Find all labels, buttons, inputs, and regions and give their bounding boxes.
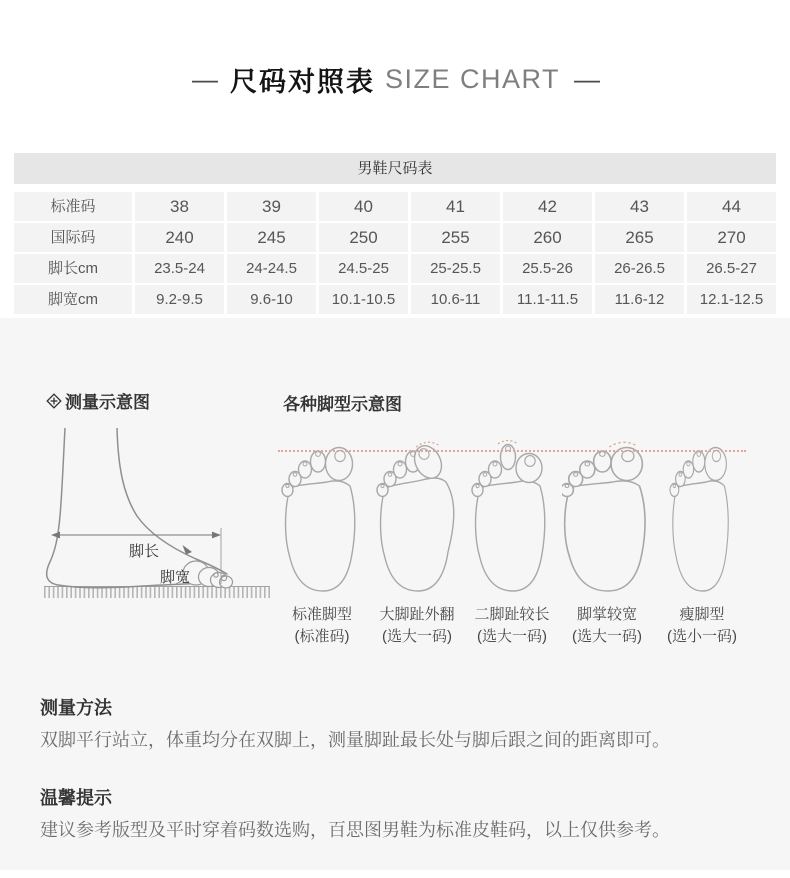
row-label: 脚长cm: [14, 254, 132, 283]
table-cell: 24-24.5: [227, 254, 316, 283]
foot-thin-illustration: [657, 440, 747, 592]
diamond-plus-icon: [46, 393, 62, 409]
foot-length-label: 脚长: [128, 543, 160, 560]
table-cell: 42: [503, 192, 592, 221]
size-table: [14, 153, 776, 314]
table-cell: 24.5-25: [319, 254, 408, 283]
foot-types-heading-label: 各种脚型示意图: [283, 395, 402, 414]
measure-heading-label: 测量示意图: [65, 393, 150, 412]
foot-type-advice: (选小一码): [667, 628, 737, 645]
info-panel: [0, 318, 790, 870]
table-cell: 43: [595, 192, 684, 221]
foot-type-name: 脚掌较宽: [576, 606, 637, 623]
table-cell: 44: [687, 192, 776, 221]
method-body: 双脚平行站立，体重均分在双脚上，测量脚趾最长处与脚后跟之间的距离即可。: [40, 730, 670, 750]
table-cell: 41: [411, 192, 500, 221]
table-cell: 240: [135, 223, 224, 252]
table-cell: 9.2-9.5: [135, 285, 224, 314]
table-cell: 10.6-11: [411, 285, 500, 314]
foot-type-name: 二脚趾较长: [474, 606, 550, 623]
table-cell: 10.1-10.5: [319, 285, 408, 314]
title-dash-left: —: [191, 64, 216, 94]
size-table-grid: [14, 192, 776, 314]
foot-type-long-second-toe: [466, 440, 558, 648]
table-cell: 255: [411, 223, 500, 252]
title-dash-right: —: [574, 64, 599, 94]
foot-bunion-illustration: [372, 440, 462, 592]
table-cell: 26-26.5: [595, 254, 684, 283]
foot-wide-illustration: [562, 440, 652, 592]
foot-standard-illustration: [277, 440, 367, 592]
table-cell: 265: [595, 223, 684, 252]
table-cell: 12.1-12.5: [687, 285, 776, 314]
foot-long-second-toe-illustration: [467, 440, 557, 592]
title-english: SIZE CHART: [384, 64, 561, 94]
size-table-caption: 男鞋尺码表: [14, 153, 776, 184]
foot-type-name: 标准脚型: [291, 606, 352, 623]
foot-width-label: 脚宽: [159, 569, 191, 586]
method-heading: 测量方法: [40, 698, 112, 718]
table-cell: 9.6-10: [227, 285, 316, 314]
row-label: 国际码: [14, 223, 132, 252]
table-cell: 38: [135, 192, 224, 221]
table-cell: 25.5-26: [503, 254, 592, 283]
table-cell: 11.1-11.5: [503, 285, 592, 314]
tips-heading: 温馨提示: [40, 788, 112, 808]
foot-type-wide: [561, 440, 653, 648]
tips-body: 建议参考版型及平时穿着码数选购，百思图男鞋为标准皮鞋码，以上仅供参考。: [40, 820, 670, 840]
table-cell: 11.6-12: [595, 285, 684, 314]
foot-type-name: 大脚趾外翻: [379, 606, 455, 623]
toe-guide-line: [278, 450, 746, 452]
row-label: 脚宽cm: [14, 285, 132, 314]
table-cell: 26.5-27: [687, 254, 776, 283]
row-label: 标准码: [14, 192, 132, 221]
table-cell: 260: [503, 223, 592, 252]
foot-type-thin: [656, 440, 748, 648]
foot-type-name: 瘦脚型: [679, 606, 725, 623]
foot-type-bunion: [371, 440, 463, 648]
measure-section-heading: [46, 388, 150, 413]
foot-type-advice: (选大一码): [476, 628, 547, 645]
page-title: [0, 60, 790, 99]
table-cell: 40: [319, 192, 408, 221]
foot-measure-diagram: [38, 428, 274, 612]
table-cell: 270: [687, 223, 776, 252]
foot-type-standard: [276, 440, 368, 648]
table-cell: 250: [319, 223, 408, 252]
foot-types-heading: [283, 390, 402, 415]
table-cell: 25-25.5: [411, 254, 500, 283]
foot-type-advice: (选大一码): [381, 628, 452, 645]
title-chinese: 尺码对照表: [229, 67, 375, 97]
foot-type-advice: (选大一码): [572, 628, 642, 645]
table-cell: 39: [227, 192, 316, 221]
foot-type-advice: (标准码): [294, 628, 350, 645]
table-cell: 23.5-24: [135, 254, 224, 283]
foot-types-row: [276, 440, 748, 648]
table-cell: 245: [227, 223, 316, 252]
